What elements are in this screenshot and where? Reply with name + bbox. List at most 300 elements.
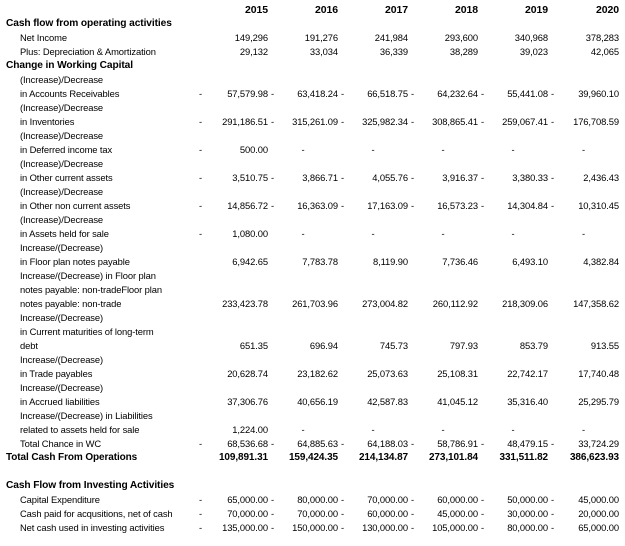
table-row (6, 157, 619, 171)
value-cell (338, 157, 408, 171)
table-row (6, 269, 619, 283)
value-cell (548, 129, 619, 143)
value-cell (338, 325, 408, 339)
value-cell: 651.35 (239, 340, 268, 351)
value-cell (548, 283, 619, 297)
value-cell: 378,283 (585, 32, 619, 43)
value-cell (338, 241, 408, 255)
cell-number: 135,000.00 (222, 522, 268, 533)
value-cell (196, 59, 268, 73)
row-label: in Accrued liabilities (20, 396, 100, 407)
value-cell (478, 59, 548, 73)
value-cell (338, 283, 408, 297)
table-row (6, 367, 619, 381)
value-cell (548, 493, 619, 507)
value-cell (196, 311, 268, 325)
negative-sign: - (411, 88, 415, 99)
value-cell (196, 157, 268, 171)
total-row (6, 451, 619, 465)
value-cell (338, 59, 408, 73)
value-cell: 25,108.31 (437, 368, 478, 379)
negative-sign: - (199, 172, 203, 183)
value-cell (478, 199, 548, 213)
value-cell (338, 171, 408, 185)
table-row (6, 409, 619, 423)
value-cell (268, 493, 338, 507)
row-label: Total Chance in WC (20, 438, 102, 449)
negative-sign: - (411, 494, 415, 505)
negative-sign: - (481, 494, 485, 505)
header-row (6, 3, 619, 17)
value-cell (408, 353, 478, 367)
value-cell (196, 507, 268, 521)
cell-number: 60,000.00 (367, 508, 408, 519)
value-cell (408, 213, 478, 227)
cell-number: 66,518.75 (367, 88, 408, 99)
negative-sign: - (551, 172, 555, 183)
table-row (6, 227, 619, 241)
negative-sign: - (411, 438, 415, 449)
cell-number: 68,536.68 (227, 438, 268, 449)
value-cell (338, 493, 408, 507)
value-cell (548, 59, 619, 73)
negative-sign: - (271, 438, 275, 449)
value-cell (338, 437, 408, 451)
value-cell (478, 115, 548, 129)
value-cell (196, 185, 268, 199)
cell-number: 55,441.08 (507, 88, 548, 99)
row-label: Cash flow from operating activities (6, 18, 172, 29)
negative-sign: - (271, 200, 275, 211)
cell-number: 64,885.63 (297, 438, 338, 449)
negative-sign: - (199, 200, 203, 211)
negative-sign: - (411, 508, 415, 519)
row-label: in Floor plan notes payable (20, 256, 130, 267)
row-label: related to assets held for sale (20, 424, 140, 435)
cell-number: 259,067.41 (502, 116, 548, 127)
negative-sign: - (411, 172, 415, 183)
cell-number: 33,724.29 (578, 438, 619, 449)
value-cell (408, 283, 478, 297)
value-cell: 797.93 (449, 340, 478, 351)
table-row (6, 325, 619, 339)
cash-flow-table (6, 3, 619, 535)
value-cell (196, 213, 268, 227)
value-cell (478, 437, 548, 451)
negative-sign: - (481, 438, 485, 449)
value-cell (338, 213, 408, 227)
value-cell (196, 73, 268, 87)
value-cell (338, 269, 408, 283)
value-cell: 37,306.76 (227, 396, 268, 407)
value-cell (408, 87, 478, 101)
table-row (6, 73, 619, 87)
negative-sign: - (341, 172, 345, 183)
row-label: in Inventories (20, 116, 75, 127)
row-label: Capital Expenditure (20, 494, 100, 505)
value-cell (268, 381, 338, 395)
value-cell: 340,968 (514, 32, 548, 43)
value-cell (196, 437, 268, 451)
value-cell (548, 157, 619, 171)
negative-sign: - (199, 494, 203, 505)
row-label: Increase/(Decrease) (20, 242, 104, 253)
negative-sign: - (199, 522, 203, 533)
negative-sign: - (551, 494, 555, 505)
year-header-2018: 2018 (455, 4, 478, 16)
value-cell (548, 269, 619, 283)
row-label: Net cash used in investing activities (20, 522, 165, 533)
value-cell: 7,736.46 (442, 256, 478, 267)
value-cell (548, 185, 619, 199)
value-cell (196, 143, 268, 157)
table-row (6, 423, 619, 437)
value-cell (196, 241, 268, 255)
cell-number: 2,436.43 (583, 172, 619, 183)
value-cell: - (301, 228, 305, 239)
negative-sign: - (551, 200, 555, 211)
value-cell: 42,065 (590, 46, 619, 57)
value-cell (338, 129, 408, 143)
value-cell: - (581, 228, 586, 239)
row-label: Increase/(Decrease) (20, 312, 104, 323)
cell-number: 176,708.59 (573, 116, 619, 127)
value-cell (478, 465, 548, 479)
table-row (6, 521, 619, 535)
cell-number: 80,000.00 (507, 522, 548, 533)
cell-number: 150,000.00 (292, 522, 338, 533)
value-cell: - (581, 144, 586, 155)
value-cell: 22,742.17 (507, 368, 548, 379)
value-cell: 273,004.82 (362, 298, 408, 309)
table-row (6, 283, 619, 297)
value-cell (268, 199, 338, 213)
value-cell: 40,656.19 (297, 396, 338, 407)
row-label: Increase/(Decrease) (20, 382, 104, 393)
value-cell (338, 507, 408, 521)
value-cell (408, 241, 478, 255)
value-cell: 853.79 (519, 340, 548, 351)
value-cell (338, 465, 408, 479)
value-cell (548, 521, 619, 535)
value-cell (408, 129, 478, 143)
value-cell (548, 311, 619, 325)
value-cell (196, 479, 268, 493)
value-cell: 35,316.40 (507, 396, 548, 407)
negative-sign: - (481, 116, 485, 127)
value-cell (268, 437, 338, 451)
value-cell (268, 115, 338, 129)
value-cell (548, 73, 619, 87)
negative-sign: - (341, 88, 345, 99)
value-cell (478, 479, 548, 493)
table-row (6, 255, 619, 269)
value-cell (338, 409, 408, 423)
row-label: Increase/(Decrease) in Floor plan (20, 270, 156, 281)
section-header-row (6, 59, 619, 73)
value-cell (478, 283, 548, 297)
value-cell: 8,119.90 (373, 256, 408, 267)
cell-number: 20,000.00 (578, 508, 619, 519)
year-header-2020: 2020 (596, 4, 619, 16)
cell-number: 30,000.00 (507, 508, 548, 519)
cell-number: 65,000.00 (578, 522, 619, 533)
negative-sign: - (271, 172, 275, 183)
cell-number: 4,055.76 (372, 172, 408, 183)
value-cell (196, 115, 268, 129)
row-label: Cash paid for acqusitions, net of cash (20, 508, 173, 519)
cell-number: 308,865.41 (432, 116, 478, 127)
negative-sign: - (199, 144, 203, 155)
value-cell (196, 101, 268, 115)
cell-number: 105,000.00 (432, 522, 478, 533)
value-cell (548, 465, 619, 479)
cell-number: 325,982.34 (362, 116, 408, 127)
value-cell (338, 87, 408, 101)
value-cell: 1,224.00 (232, 424, 268, 435)
cell-number: 64,188.03 (367, 438, 408, 449)
table-row (6, 493, 619, 507)
value-cell (338, 521, 408, 535)
value-cell: 696.94 (309, 340, 338, 351)
table-row (6, 507, 619, 521)
value-cell: 36,339 (379, 46, 408, 57)
row-label: Plus: Depreciation & Amortization (20, 46, 156, 57)
value-cell: - (371, 144, 375, 155)
value-cell (268, 73, 338, 87)
value-cell: - (301, 144, 305, 155)
value-cell: 4,382.84 (583, 256, 619, 267)
value-cell (478, 87, 548, 101)
value-cell (338, 311, 408, 325)
value-cell: 233,423.78 (222, 298, 268, 309)
value-cell (548, 409, 619, 423)
value-cell (548, 101, 619, 115)
value-cell (196, 493, 268, 507)
value-cell (548, 353, 619, 367)
cell-number: 64,232.64 (437, 88, 478, 99)
row-label: (Increase)/Decrease (20, 102, 104, 113)
value-cell: 25,295.79 (578, 396, 619, 407)
value-cell: 214,134.87 (358, 452, 408, 463)
value-cell (408, 157, 478, 171)
cell-number: 3,380.33 (512, 172, 548, 183)
row-label: Cash Flow from Investing Activities (6, 480, 175, 491)
row-label: (Increase)/Decrease (20, 158, 104, 169)
negative-sign: - (481, 522, 485, 533)
cell-number: 16,573.23 (437, 200, 478, 211)
negative-sign: - (199, 88, 203, 99)
row-label: in Current maturities of long-term (20, 326, 154, 337)
value-cell: - (371, 424, 375, 435)
value-cell (268, 101, 338, 115)
cell-number: 291,186.51 (222, 116, 268, 127)
value-cell: 293,600 (444, 32, 478, 43)
value-cell (548, 507, 619, 521)
value-cell: 38,289 (449, 46, 478, 57)
negative-sign: - (199, 116, 203, 127)
table-row (6, 185, 619, 199)
negative-sign: - (411, 522, 415, 533)
value-cell (548, 241, 619, 255)
table-row (6, 45, 619, 59)
section-header-row (6, 479, 619, 493)
value-cell: - (511, 144, 515, 155)
value-cell (478, 507, 548, 521)
value-cell: 7,783.78 (302, 256, 338, 267)
value-cell (408, 17, 478, 31)
value-cell: 147,358.62 (573, 298, 619, 309)
value-cell (478, 353, 548, 367)
table-row (6, 437, 619, 451)
table-row (6, 129, 619, 143)
value-cell (478, 493, 548, 507)
table-row (6, 213, 619, 227)
negative-sign: - (271, 116, 275, 127)
row-label: (Increase)/Decrease (20, 214, 104, 225)
cell-number: 45,000.00 (437, 508, 478, 519)
table-row (6, 87, 619, 101)
negative-sign: - (271, 508, 275, 519)
table-row (6, 395, 619, 409)
value-cell: 29,132 (239, 46, 268, 57)
value-cell (338, 73, 408, 87)
negative-sign: - (199, 438, 203, 449)
header-label-cell (6, 3, 196, 17)
value-cell (408, 185, 478, 199)
cell-number: 70,000.00 (367, 494, 408, 505)
value-cell (408, 437, 478, 451)
value-cell (196, 465, 268, 479)
negative-sign: - (411, 200, 415, 211)
cell-number: 58,786.91 (437, 438, 478, 449)
value-cell: 42,587.83 (367, 396, 408, 407)
value-cell: 6,942.65 (232, 256, 268, 267)
value-cell: 41,045.12 (437, 396, 478, 407)
cell-number: 60,000.00 (437, 494, 478, 505)
year-header-2015: 2015 (245, 4, 268, 16)
value-cell (408, 465, 478, 479)
negative-sign: - (551, 438, 555, 449)
value-cell (478, 129, 548, 143)
value-cell (338, 199, 408, 213)
value-cell: 913.55 (590, 340, 619, 351)
row-label: debt (20, 340, 38, 351)
value-cell (338, 115, 408, 129)
negative-sign: - (271, 522, 275, 533)
negative-sign: - (341, 508, 345, 519)
row-label: in Other current assets (20, 172, 113, 183)
value-cell (548, 115, 619, 129)
section-header-row (6, 17, 619, 31)
value-cell (408, 479, 478, 493)
value-cell (268, 283, 338, 297)
value-cell: 241,984 (374, 32, 408, 43)
value-cell (268, 465, 338, 479)
row-label: in Trade payables (20, 368, 93, 379)
value-cell: 17,740.48 (578, 368, 619, 379)
value-cell: - (511, 424, 515, 435)
value-cell (268, 87, 338, 101)
value-cell (478, 325, 548, 339)
row-label: (Increase)/Decrease (20, 186, 104, 197)
value-cell (478, 171, 548, 185)
value-cell (268, 241, 338, 255)
table-row (6, 101, 619, 115)
value-cell (548, 171, 619, 185)
row-label: Net Income (20, 32, 67, 43)
value-cell (196, 353, 268, 367)
table-row (6, 199, 619, 213)
value-cell (478, 101, 548, 115)
value-cell (196, 409, 268, 423)
value-cell (338, 101, 408, 115)
value-cell: 149,296 (234, 32, 268, 43)
year-header-2016: 2016 (315, 4, 338, 16)
row-label: Total Cash From Operations (6, 452, 138, 463)
negative-sign: - (481, 200, 485, 211)
value-cell (548, 199, 619, 213)
value-cell (548, 437, 619, 451)
value-cell (268, 507, 338, 521)
value-cell (408, 73, 478, 87)
value-cell: - (301, 424, 305, 435)
table-row (6, 31, 619, 45)
value-cell (478, 185, 548, 199)
row-label: Increase/(Decrease) in Liabilities (20, 410, 153, 421)
value-cell (478, 213, 548, 227)
negative-sign: - (199, 508, 203, 519)
table-row (6, 353, 619, 367)
value-cell: - (511, 228, 515, 239)
value-cell (268, 129, 338, 143)
value-cell (268, 17, 338, 31)
value-cell (408, 171, 478, 185)
value-cell (408, 507, 478, 521)
value-cell (408, 521, 478, 535)
row-label: Change in Working Capital (6, 60, 133, 71)
row-label: in Accounts Receivables (20, 88, 120, 99)
table-row (6, 311, 619, 325)
value-cell (478, 409, 548, 423)
table-row (6, 465, 619, 479)
value-cell (338, 381, 408, 395)
year-header-2017: 2017 (385, 4, 408, 16)
negative-sign: - (341, 522, 345, 533)
value-cell (548, 479, 619, 493)
cell-number: 130,000.00 (362, 522, 408, 533)
table-row (6, 143, 619, 157)
value-cell: 25,073.63 (367, 368, 408, 379)
value-cell (478, 17, 548, 31)
value-cell: 33,034 (309, 46, 338, 57)
value-cell (478, 73, 548, 87)
value-cell: - (441, 144, 445, 155)
value-cell (408, 409, 478, 423)
value-cell: 39,023 (519, 46, 548, 57)
table-row (6, 171, 619, 185)
value-cell (268, 157, 338, 171)
negative-sign: - (481, 508, 485, 519)
value-cell (408, 381, 478, 395)
value-cell (268, 479, 338, 493)
value-cell (478, 381, 548, 395)
negative-sign: - (551, 88, 555, 99)
value-cell: 109,891.31 (218, 452, 268, 463)
value-cell (478, 157, 548, 171)
value-cell (268, 59, 338, 73)
value-cell (478, 241, 548, 255)
